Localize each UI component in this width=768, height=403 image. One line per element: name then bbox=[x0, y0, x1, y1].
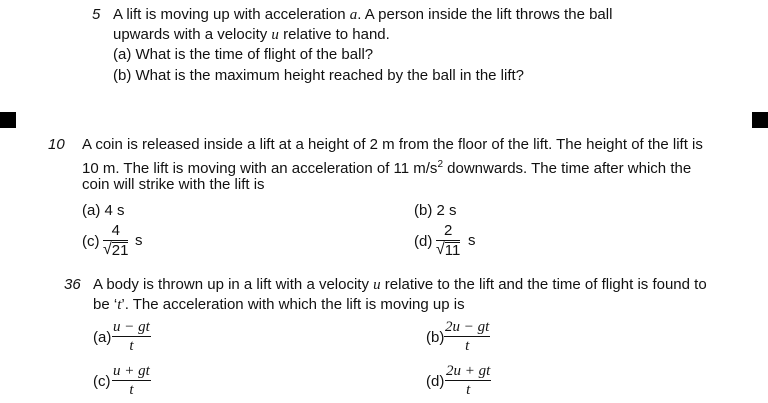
q36-line-2-a: be ‘ bbox=[93, 296, 118, 313]
q10-number: 10 bbox=[48, 136, 65, 153]
q5-line-1-b: . A person inside the lift throws the ball bbox=[357, 6, 613, 23]
q36-option-d-denominator: t bbox=[466, 382, 471, 398]
q10-line-2-a: 10 m. The lift is moving with an acceleration of 11 m/s bbox=[82, 160, 438, 177]
q5-var-a: a bbox=[349, 7, 358, 23]
q10-option-a: (a) 4 s bbox=[82, 202, 125, 219]
sqrt-symbol: √ bbox=[103, 241, 112, 258]
q36-option-a-label: (a) bbox=[93, 329, 112, 346]
q10-option-d-denominator bbox=[436, 241, 460, 259]
q36-option-c-denominator: t bbox=[129, 382, 134, 398]
q10-line-2-b: downwards. The time after which the bbox=[443, 160, 692, 177]
q36-line-2-b: ’. The acceleration with which the lift is moving up is bbox=[121, 296, 465, 313]
q36-var-t: t bbox=[117, 297, 122, 313]
q36-option-a-denominator: t bbox=[129, 338, 134, 354]
q10-option-d-numerator: 2 bbox=[444, 222, 453, 239]
q36-number: 36 bbox=[64, 276, 81, 293]
q36-var-u: u bbox=[373, 277, 381, 293]
q36-option-c-fraction bbox=[112, 362, 151, 399]
q36-option-a-fraction bbox=[112, 318, 151, 355]
q10-option-b: (b) 2 s bbox=[414, 202, 457, 219]
q36-line-1 bbox=[93, 275, 707, 295]
q10-option-c-label: (c) bbox=[82, 233, 100, 250]
q5-var-u: u bbox=[271, 27, 279, 43]
q5-line-2-b: relative to hand. bbox=[278, 26, 390, 43]
q10-option-d-label: (d) bbox=[414, 233, 433, 250]
q5-line-2-a: upwards with a velocity bbox=[113, 26, 272, 43]
q10-option-c-numerator: 4 bbox=[111, 222, 120, 239]
q10-option-d-fraction bbox=[436, 222, 460, 259]
q36-option-b-fraction bbox=[444, 318, 490, 355]
q10-exponent: 2 bbox=[437, 159, 443, 170]
q5-line-2 bbox=[113, 25, 390, 45]
q36-line-1-a: A body is thrown up in a lift with a velocity bbox=[93, 276, 374, 293]
q36-option-b-numerator: 2u − gt bbox=[445, 319, 490, 335]
q36-option-d-fraction bbox=[445, 362, 491, 399]
q36-option-d-numerator: 2u + gt bbox=[446, 363, 491, 379]
divider-right-edge bbox=[752, 112, 768, 128]
q10-option-c-fraction bbox=[103, 222, 128, 259]
q10-option-c-unit: s bbox=[135, 232, 143, 249]
q36-option-a-numerator: u − gt bbox=[113, 319, 150, 335]
sqrt-symbol: √ bbox=[436, 241, 445, 258]
q36-line-2 bbox=[93, 295, 465, 315]
q5-number: 5 bbox=[92, 6, 101, 23]
q5-part-b: (b) What is the maximum height reached by the ball in the lift? bbox=[113, 67, 525, 84]
q36-line-1-b: relative to the lift and the time of flight is found to bbox=[380, 276, 707, 293]
q10-line-1: A coin is released inside a lift at a height of 2 m from the floor of the lift. The height of the lift is bbox=[82, 136, 703, 153]
q36-option-d-label: (d) bbox=[426, 373, 445, 390]
q36-option-b-denominator: t bbox=[465, 338, 470, 354]
page-divider bbox=[0, 112, 768, 128]
q36-option-c-label: (c) bbox=[93, 373, 111, 390]
q5-line-1 bbox=[113, 5, 612, 25]
q5-part-a: (a) What is the time of flight of the ball? bbox=[113, 46, 374, 63]
q5-line-1-a: A lift is moving up with acceleration bbox=[113, 6, 350, 23]
q36-option-b-label: (b) bbox=[426, 329, 445, 346]
q10-option-d-radicand: 11 bbox=[444, 242, 461, 259]
q10-line-3: coin will strike with the lift is bbox=[82, 176, 265, 193]
divider-left-edge bbox=[0, 112, 16, 128]
q10-option-c-denominator bbox=[103, 241, 128, 259]
q10-option-c-radicand: 21 bbox=[111, 242, 129, 259]
q36-option-c-numerator: u + gt bbox=[113, 363, 150, 379]
q10-option-d-unit: s bbox=[468, 232, 476, 249]
